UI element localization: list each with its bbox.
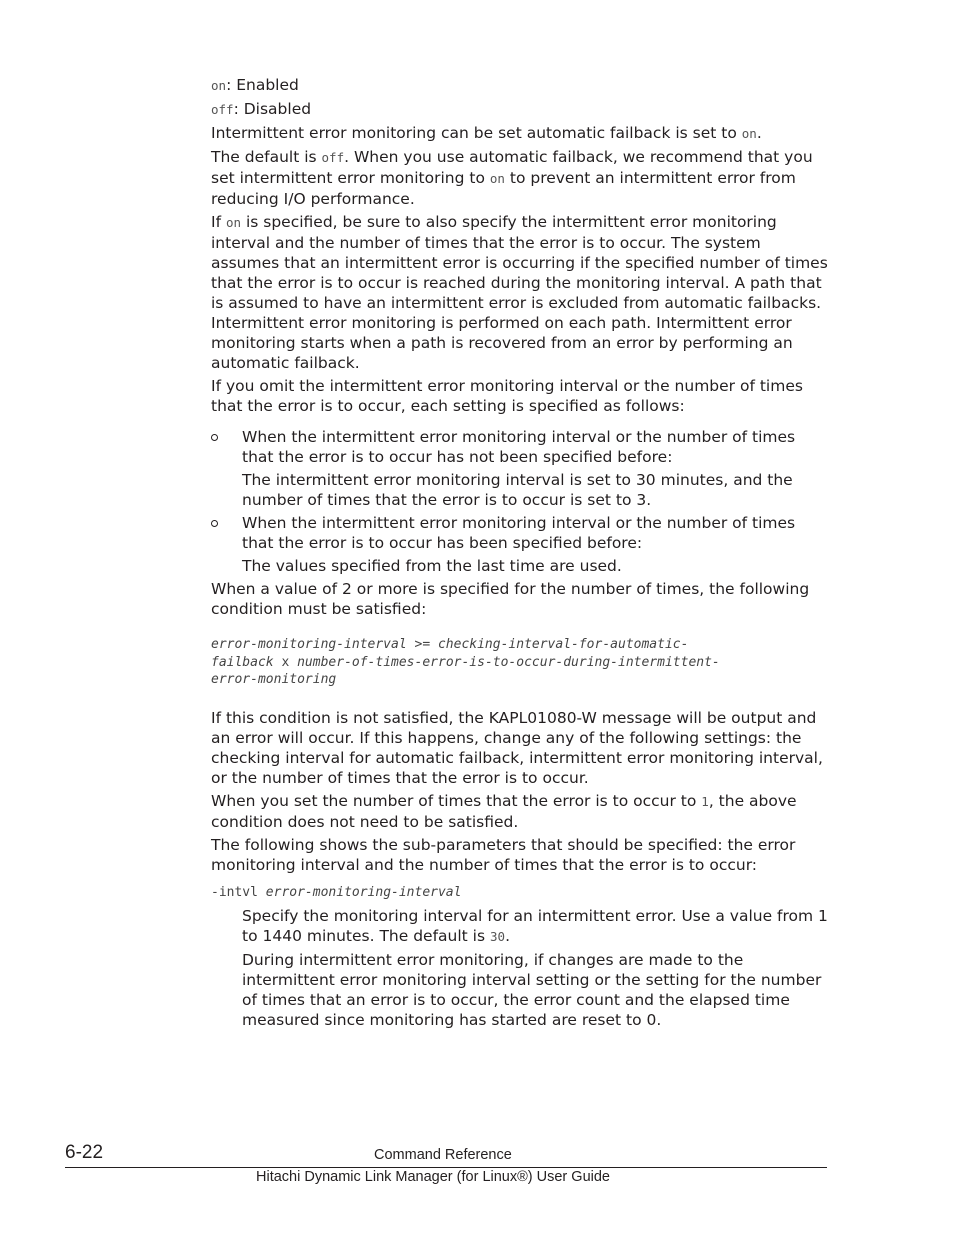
code-line: error-monitoring [211,672,337,687]
code-inline: 1 [701,793,709,809]
paragraph-if-on [211,212,831,373]
condition-code-block [211,636,831,689]
option-on [211,75,831,96]
parameter-paragraph: During intermittent error monitoring, if changes are made to the intermittent error monitoring interval setting or the setting for the number of times that an error is to occur, the error count and the elapsed time measured since monitoring has started are reset to 0. [242,950,822,1029]
option-off [211,99,831,120]
paragraph-condition-intro: When a value of 2 or more is specified for the number of times, the following condition must be satisfied: [211,580,810,618]
paragraph-set-to-one [211,791,831,832]
code-off: off [211,102,234,117]
text: The default is [211,148,322,166]
parameter-heading [211,883,831,903]
code-operator: x [273,654,298,670]
option-off-text: : Disabled [233,100,312,118]
footer-section-title: Command Reference [374,1147,512,1163]
paragraph-failback-condition [211,123,831,144]
text: Specify the monitoring interval for an intermittent error. Use a value from 1 to 1440 minutes. The default is [242,906,828,945]
code-inline: 30 [490,928,506,944]
footer-guide-title: Hitachi Dynamic Link Manager (for Linux®) User Guide [256,1169,610,1185]
code-on: on [211,78,227,93]
text: When you set the number of times that the error is to occur to [211,791,702,810]
code-inline: on [225,215,242,230]
text: . [756,124,762,142]
code-line [211,654,831,672]
text: is specified, be sure to also specify the intermittent error monitoring interval and the number of times that the error is to occur. The system assumes that an intermittent error is occurring if the specified number of times that the error is to occur is reached during the monitoring interval. A path that is assumed to have an intermittent error is excluded from automatic failbacks. Intermittent error monitoring is performed on each path. Intermittent error monitoring starts when a path is recovered from an error by performing an automatic failback. [211,213,828,372]
parameter-description [211,906,831,1030]
bullet-icon [211,520,218,527]
list-item [211,427,831,510]
code-inline: on [489,171,505,186]
parameter-flag: -intvl [211,884,266,900]
parameter-argument: error-monitoring-interval [265,884,462,900]
code-fragment: number-of-times-error-is-to-occur-during-intermittent- [297,654,720,670]
option-on-text: : Enabled [226,76,299,94]
code-line: error-monitoring-interval >= checking-interval-for-automatic- [211,637,689,652]
list-item-head: When the intermittent error monitoring interval or the number of times that the error is to occur has been specified before: [242,514,796,552]
page-number: 6-22 [65,1142,104,1163]
list-item-head: When the intermittent error monitoring interval or the number of times that the error is to occur has not been specified before: [242,428,796,466]
page-body [211,75,831,1033]
text: , the above condition does not need to be satisfied. [211,791,797,831]
text: . When you use automatic failback, we recommend that you set intermittent error monitoring to [211,148,813,187]
text: Intermittent error monitoring can be set automatic failback is set to [211,124,742,142]
paragraph-not-satisfied: If this condition is not satisfied, the KAPL01080-W message will be output and an error will occur. If this happens, change any of the following settings: the checking interval for automatic failback, intermittent error monitoring interval, or the number of times that the error is to occur. [211,708,823,787]
list-item [211,513,831,576]
paragraph-sub-parameters: The following shows the sub-parameters that should be specified: the error monitoring interval and the number of times that the error is to occur: [211,835,796,874]
list-item-detail: The values specified from the last time are used. [242,557,622,575]
code-inline: off [321,150,345,165]
footer-divider [65,1167,827,1168]
parameter-paragraph [242,906,831,947]
code-inline: on [741,126,757,141]
list-item-detail: The intermittent error monitoring interval is set to 30 minutes, and the number of times that the error is to occur is set to 3. [242,471,793,509]
text: If [211,213,226,231]
code-fragment: failback [211,654,274,670]
text: . [505,926,510,945]
bullet-icon [211,434,218,441]
text: to prevent an intermittent error from reducing I/O performance. [211,169,796,208]
paragraph-omit: If you omit the intermittent error monitoring interval or the number of times that the error is to occur, each setting is specified as follows: [211,377,803,415]
paragraph-default [211,147,831,209]
